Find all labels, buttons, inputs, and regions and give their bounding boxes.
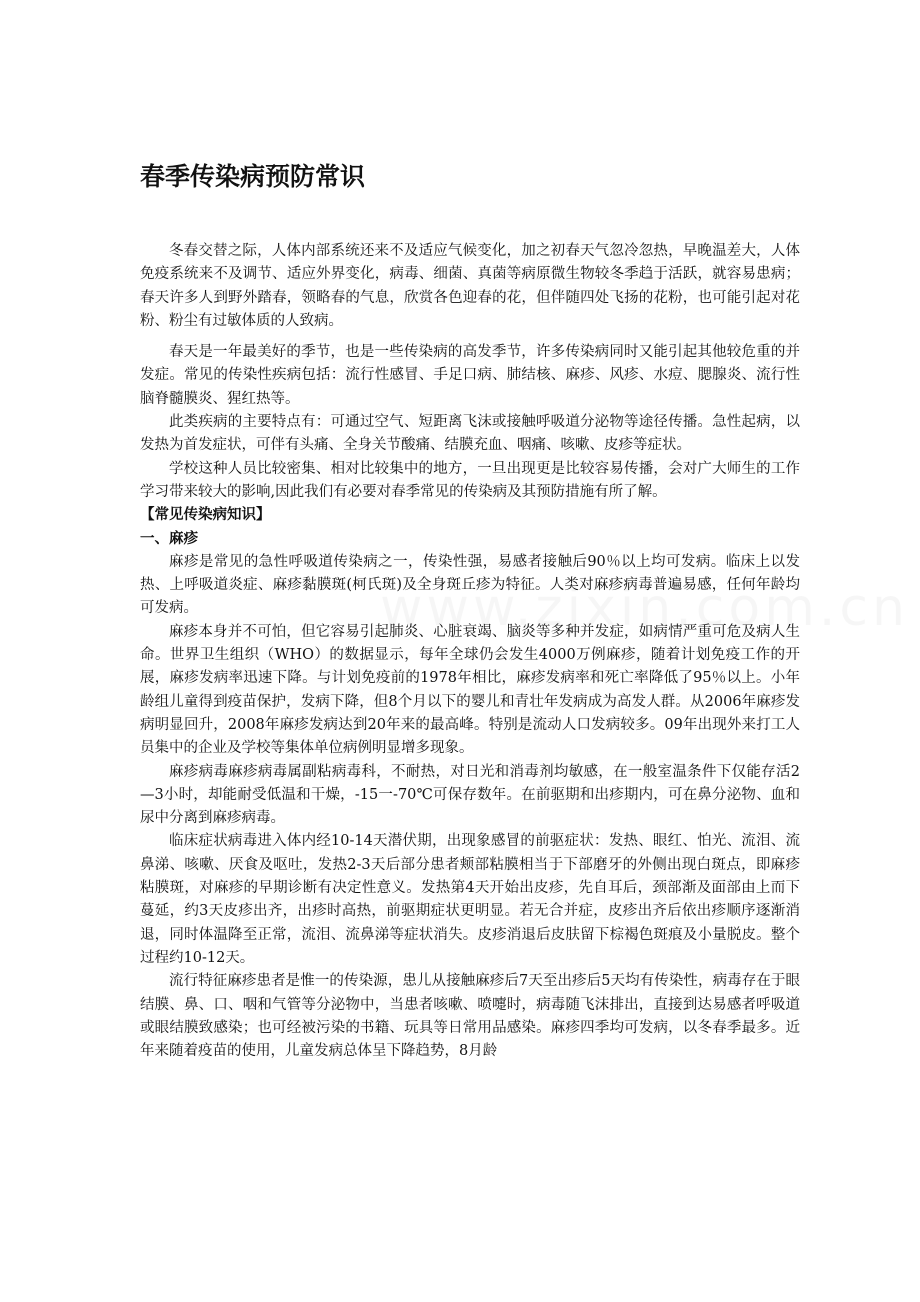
- measles-paragraph-2: 麻疹本身并不可怕，但它容易引起肺炎、心脏衰竭、脑炎等多种并发症，如病情严重可危及病人生命。世界卫生组织（WHO）的数据显示，每年全球仍会发生4000万例麻疹，随着计划免疫工作的开展，麻疹发病率迅速下降。与计划免疫前的1978年相比，麻疹发病率和死亡率降低了95％以上。小年龄组儿童得到疫苗保护，发病下降，但8个月以下的婴儿和青壮年发病成为高发人群。从2006年麻疹发病明显回升，2008年麻疹发病达到20年来的最高峰。特别是流动人口发病较多。09年出现外来打工人员集中的企业及学校等集体单位病例明显增多现象。: [140, 623, 800, 757]
- intro-paragraph-1: 冬春交替之际，人体内部系统还来不及适应气候变化，加之初春天气忽冷忽热，早晚温差大，人体免疫系统来不及调节、适应外界变化，病毒、细菌、真菌等病原微生物较冬季趋于活跃，就容易患病；春天许多人到野外踏春，领略春的气息，欣赏各色迎春的花，但伴随四处飞扬的花粉，也可能引起对花粉、粉尘有过敏体质的人致病。: [140, 243, 800, 329]
- intro-paragraph-3: 此类疾病的主要特点有：可通过空气、短距离飞沫或接触呼吸道分泌物等途径传播。急性起病，以发热为首发症状，可伴有头痛、全身关节酸痛、结膜充血、咽痛、咳嗽、皮疹等症状。: [140, 414, 800, 454]
- subsection-heading-measles: 一、麻疹: [140, 530, 198, 547]
- document-body: [140, 240, 800, 1063]
- intro-paragraph-2: 春天是一年最美好的季节，也是一些传染病的高发季节，许多传染病同时又能引起其他较危重的并发症。常见的传染性疾病包括：流行性感冒、手足口病、肺结核、麻疹、风疹、水痘、腮腺炎、流行性脑脊髓膜炎、猩红热等。: [140, 344, 800, 407]
- measles-paragraph-5: 流行特征麻疹患者是惟一的传染源，患儿从接触麻疹后7天至出疹后5天均有传染性，病毒存在于眼结膜、鼻、口、咽和气管等分泌物中，当患者咳嗽、喷嚏时，病毒随飞沫排出，直接到达易感者呼吸道或眼结膜致感染；也可经被污染的书籍、玩具等日常用品感染。麻疹四季均可发病，以冬春季最多。近年来随着疫苗的使用，儿童发病总体呈下降趋势，8月龄: [140, 973, 800, 1060]
- measles-paragraph-3: 麻疹病毒麻疹病毒属副粘病毒科，不耐热，对日光和消毒剂均敏感，在一般室温条件下仅能存活2—3小时，却能耐受低温和干燥，-15一-70℃可保存数年。在前驱期和出疹期内，可在鼻分泌物、血和尿中分离到麻疹病毒。: [140, 763, 800, 827]
- measles-paragraph-4: 临床症状病毒进入体内经10-14天潜伏期，出现象感冒的前驱症状：发热、眼红、怕光、流泪、流鼻涕、咳嗽、厌食及呕吐，发热2-3天后部分患者颊部粘膜相当于下部磨牙的外侧出现白斑点，即麻疹粘膜斑，对麻疹的早期诊断有决定性意义。发热第4天开始出皮疹，先自耳后，颈部渐及面部由上而下蔓延，约3天皮疹出齐，出疹时高热，前驱期症状更明显。若无合并症，皮疹出齐后依出疹顺序逐渐消退，同时体温降至正常，流泪、流鼻涕等症状消失。皮疹消退后皮肤留下棕褐色斑痕及小量脱皮。整个过程约10-12天。: [140, 833, 800, 966]
- section-heading: 【常见传染病知识】: [140, 507, 271, 524]
- document-title: 春季传染病预防常识: [140, 162, 366, 191]
- intro-paragraph-4: 学校这种人员比较密集、相对比较集中的地方，一旦出现更是比较容易传播，会对广大师生的工作学习带来较大的影响,因此我们有必要对春季常见的传染病及其预防措施有所了解。: [140, 460, 800, 500]
- measles-paragraph-1: 麻疹是常见的急性呼吸道传染病之一，传染性强，易感者接触后90％以上均可发病。临床上以发热、上呼吸道炎症、麻疹黏膜斑(柯氏斑)及全身斑丘疹为特征。人类对麻疹病毒普遍易感，任何年龄均可发病。: [140, 553, 800, 617]
